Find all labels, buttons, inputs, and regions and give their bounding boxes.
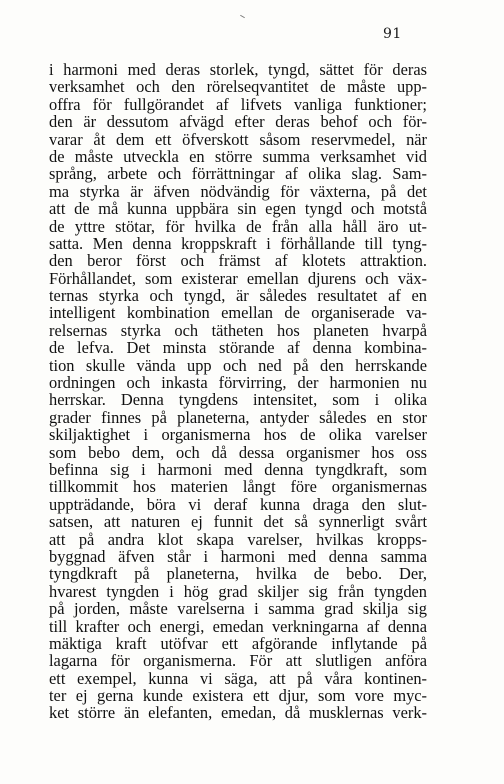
text-line: de lefva. Det minsta störande af denna kombina- — [49, 338, 427, 358]
text-line: tyngdkraft på planeterna, hvilka de bebo. Der, — [49, 564, 427, 584]
text-line: ter ej gerna kunde existera ett djur, som vore myc- — [49, 686, 427, 706]
text-line: lagarna för organismerna. För att slutligen anföra — [49, 651, 427, 671]
text-line: språng, arbete och förrättningar af olika slag. Sam- — [49, 164, 427, 184]
text-line: satta. Men denna kroppskraft i förhållande till tyng- — [49, 233, 427, 253]
text-line: i harmoni med deras storlek, tyngd, sättet för deras — [49, 60, 427, 79]
text-line: de yttre stötar, för hvilka de från alla håll äro ut- — [49, 216, 427, 236]
text-line: grader finnes på planeterna, antyder således en stor — [49, 407, 427, 427]
text-line: till krafter och energi, emedan verkningarna af denna — [49, 616, 427, 636]
text-line: de måste utveckla en större summa verksamhet vid — [49, 146, 427, 166]
text-line: på jorden, måste varelserna i samma grad skilja sig — [49, 599, 427, 619]
text-line: befinna sig i harmoni med denna tyngdkraft, som — [49, 459, 427, 479]
text-line: ternas styrka och tyngd, är således resultatet af en — [49, 286, 427, 306]
body-text — [49, 61, 427, 722]
text-line: den är dessutom afvägd efter deras behof och för- — [49, 112, 427, 132]
text-line: satsen, att naturen ej funnit det så synnerligt svårt — [49, 512, 427, 532]
text-line: att på andra klot skapa varelser, hvilkas kropps- — [49, 529, 427, 549]
text-line: ma styrka är äfven nödvändig för växterna, på det — [49, 181, 427, 201]
text-line: den beror först och främst af klotets attraktion. — [49, 251, 427, 271]
text-line: Förhållandet, som existerar emellan djurens och väx- — [49, 268, 427, 288]
text-line: varar åt dem ett öfverskott såsom reservmedel, när — [49, 129, 427, 149]
text-line: byggnad äfven står i harmoni med denna samma — [49, 546, 427, 566]
text-line: ordningen och inkasta förvirring, der harmonien nu — [49, 373, 427, 393]
text-line: verksamhet och den rörelseqvantitet de måste upp- — [49, 77, 427, 97]
text-line: tillkommit hos materien långt före organismernas — [49, 477, 427, 497]
text-line: herrskar. Denna tyngdens intensitet, som i olika — [49, 390, 427, 410]
text-line: ett exempel, kunna vi säga, att på våra kontinen- — [49, 668, 427, 688]
text-line: skiljaktighet i organismerna hos de olika varelser — [49, 425, 427, 445]
text-line: offra för fullgörandet af lifvets vanliga funktioner; — [49, 94, 427, 114]
text-line: att de må kunna uppbära sin egen tyngd och motstå — [49, 199, 427, 219]
page-number: 91 — [383, 26, 402, 42]
text-line: intelligent kombination emellan de organiserade va- — [49, 303, 427, 323]
text-line: tion skulle vända upp och ned på den herrskande — [49, 355, 427, 375]
text-line: ket större än elefanten, emedan, då musklernas verk- — [49, 703, 427, 723]
text-line: som bebo dem, och då dessa organismer hos oss — [49, 442, 427, 462]
text-line: hvarest tyngden i hög grad skiljer sig från tyngden — [49, 581, 427, 601]
print-mark — [240, 15, 245, 18]
text-line: mäktiga kraft utöfvar ett afgörande inflytande på — [49, 633, 427, 653]
text-line: relsernas styrka och tätheten hos planeten hvarpå — [49, 320, 427, 340]
text-line: uppträdande, böra vi deraf kunna draga den slut- — [49, 494, 427, 514]
